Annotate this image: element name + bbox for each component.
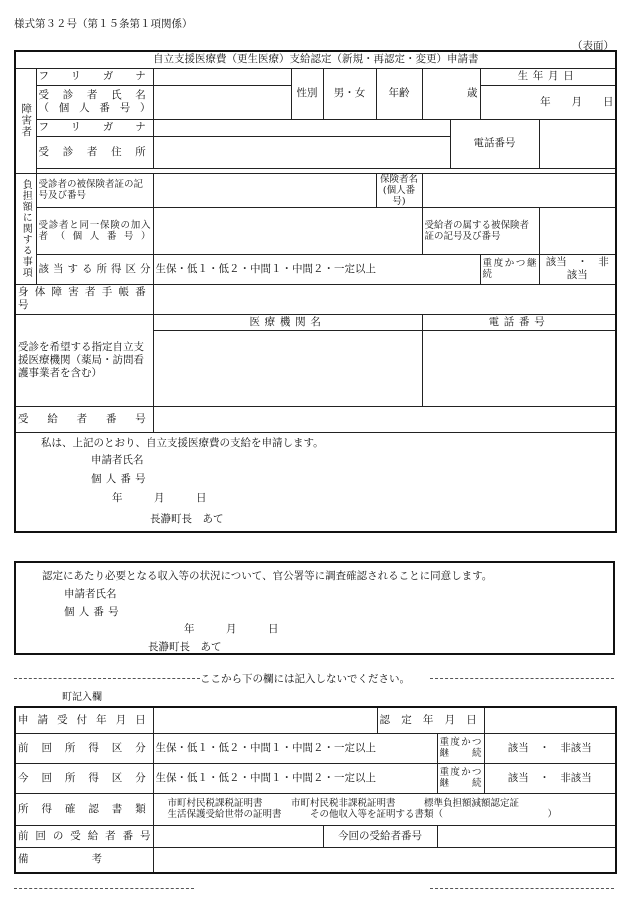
application-personal-number: 個人番号 (91, 472, 150, 485)
curr-severe-options[interactable]: 該当 ・ 非該当 (484, 763, 616, 793)
gender-options[interactable]: 男・女 (323, 68, 376, 119)
name-field[interactable] (153, 85, 291, 119)
form-number: 様式第３２号（第１５条第１項関係） (14, 18, 193, 30)
application-table (14, 50, 617, 533)
consent-applicant-name: 申請者氏名 (64, 588, 117, 600)
birthdate-field[interactable]: 年 月 日 (480, 85, 616, 119)
prev-severe-options[interactable]: 該当 ・ 非該当 (484, 733, 616, 763)
income-class-options[interactable]: 生保・低１・低２・中間１・中間２・一定以上 (153, 254, 480, 284)
insurer-name-field[interactable] (422, 173, 616, 207)
recipient-number-label: 受給者番号 (15, 406, 153, 432)
same-insurance-label: 受診者と同一保険の加入者（個人番号） (36, 207, 153, 254)
patient-group-label: 障害者 (15, 68, 36, 173)
prev-income-options[interactable]: 生保・低１・低２・中間１・中間２・一定以上 (153, 733, 437, 763)
application-statement: 私は、上記のとおり、自立支援医療費の支給を申請します。 (41, 436, 324, 449)
facility-label: 受診を希望する指定自立支援医療機関（薬局・訪問看護事業者を含む） (15, 314, 153, 406)
address-furigana-field[interactable] (153, 119, 450, 136)
age-unit: 歳 (467, 87, 478, 99)
furigana-field[interactable] (153, 68, 291, 85)
facility-phone-header: 電話番号 (422, 314, 616, 330)
docs-line-2: 生活保護受給世帯の証明書 その他収入等を証明する書類（ ） (167, 809, 558, 820)
recipient-insurance-label: 受給者の属する被保険者証の記号及び番号 (422, 207, 539, 254)
approval-date-field[interactable] (484, 707, 616, 733)
facility-name-header: 医療機関名 (153, 314, 422, 330)
facility-phone-field[interactable] (422, 330, 616, 406)
consent-date: 年 月 日 (184, 623, 279, 635)
docs-label: 所得確認書類 (15, 793, 153, 825)
age-field[interactable] (422, 68, 480, 119)
prev-income-label: 前回所得区分 (15, 733, 153, 763)
insurer-name-label-cell (376, 173, 422, 207)
prev-recipient-field[interactable] (153, 825, 323, 847)
address-field[interactable] (153, 136, 450, 168)
name-label-cell (36, 85, 153, 119)
recipient-insurance-field[interactable] (539, 207, 616, 254)
burden-group-label: 負担額に関する事項 (15, 173, 36, 284)
gender-label: 性別 (291, 68, 323, 119)
receipt-date-label: 申請受付年月日 (15, 707, 153, 733)
address-label: 受診者住所 (36, 136, 153, 168)
address-furigana-label: フリガナ (36, 119, 153, 136)
disability-handbook-field[interactable] (153, 284, 616, 314)
insurance-card-label: 受診者の被保険者証の記号及び番号 (36, 173, 153, 207)
curr-recipient-label: 今回の受給者番号 (323, 825, 437, 847)
divider-right (430, 678, 614, 679)
office-label: 町記入欄 (62, 692, 102, 703)
receipt-date-field[interactable] (153, 707, 377, 733)
curr-income-label: 今回所得区分 (15, 763, 153, 793)
bottom-dash-left (14, 888, 194, 889)
birthdate-label: 生年月日 (480, 68, 616, 85)
name-sub-label: （個人番号） (38, 102, 151, 114)
curr-income-options[interactable]: 生保・低１・低２・中間１・中間２・一定以上 (153, 763, 437, 793)
insurance-card-field[interactable] (153, 173, 376, 207)
curr-severe-label: 重度かつ継続 (437, 763, 484, 793)
divider-left (14, 678, 200, 679)
prev-severe-label: 重度かつ継続 (437, 733, 484, 763)
side-label: （表面） (572, 40, 614, 52)
form-title: 自立支援医療費（更生医療）支給認定（新規・再認定・変更）申請書 (15, 51, 616, 68)
phone-field[interactable] (539, 119, 616, 168)
severe-options[interactable]: 該当 ・ 非該当 (539, 254, 616, 284)
consent-statement: 認定にあたり必要となる収入等の状況について、官公署等に調査確認されることに同意します。 (42, 570, 493, 582)
severe-label: 重度かつ継続 (480, 254, 539, 284)
application-date: 年 月 日 (112, 491, 207, 504)
name-label: 受診者氏名 (38, 89, 151, 101)
application-declaration (15, 432, 616, 532)
remarks-label: 備 考 (15, 847, 153, 873)
bottom-dash-right (430, 888, 614, 889)
age-label: 年齢 (376, 68, 422, 119)
remarks-field[interactable] (153, 847, 616, 873)
consent-addressee: 長瀞町長 あて (148, 641, 222, 653)
recipient-number-field[interactable] (153, 406, 616, 432)
docs-line-1: 市町村民税課税証明書 市町村民税非課税証明書 標準負担額減額認定証 (167, 798, 520, 809)
insurer-name-sub: (個人番号) (382, 184, 416, 207)
insurer-name-label: 保険者名 (379, 173, 418, 185)
same-insurance-field[interactable] (153, 207, 422, 254)
income-class-label: 該当する所得区分 (36, 254, 153, 284)
curr-recipient-field[interactable] (437, 825, 616, 847)
office-notice: ここから下の欄には記入しないでください。 (200, 673, 410, 685)
facility-name-field[interactable] (153, 330, 422, 406)
application-addressee: 長瀞町長 あて (150, 512, 224, 525)
approval-date-label: 認定年月日 (377, 707, 484, 733)
consent-personal-number: 個人番号 (64, 606, 123, 618)
application-applicant-name: 申請者氏名 (91, 453, 144, 466)
docs-options[interactable] (153, 793, 616, 825)
office-table (14, 706, 617, 874)
furigana-label: フリガナ (36, 68, 153, 85)
disability-handbook-label: 身体障害者手帳番号 (15, 284, 153, 314)
phone-label: 電話番号 (450, 119, 539, 168)
consent-box (14, 561, 615, 655)
prev-recipient-label: 前回の受給者番号 (15, 825, 153, 847)
